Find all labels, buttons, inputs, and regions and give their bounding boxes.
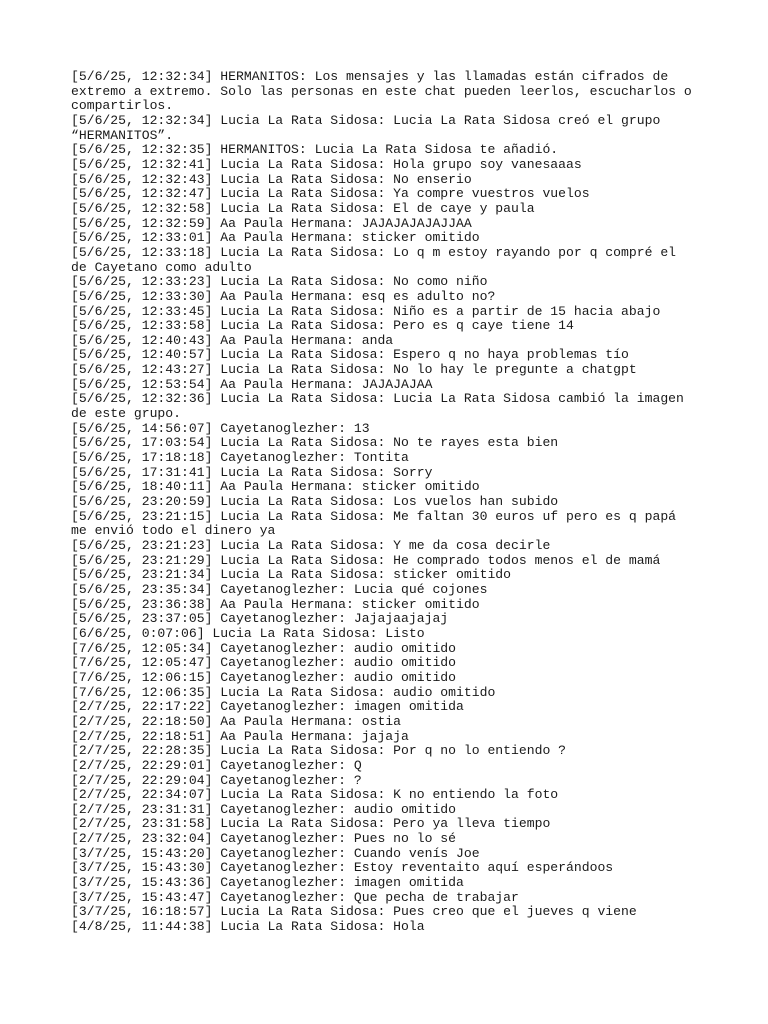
chat-line: [5/6/25, 12:32:43] Lucia La Rata Sidosa: No enserio	[71, 171, 472, 187]
chat-line: [7/6/25, 12:06:15] Cayetanoglezher: audio omitido	[71, 669, 457, 685]
chat-line: [2/7/25, 22:18:50] Aa Paula Hermana: ostia	[71, 713, 402, 729]
chat-line: [5/6/25, 12:40:57] Lucia La Rata Sidosa: Espero q no haya problemas tío	[71, 347, 629, 363]
chat-line: [5/6/25, 12:32:34] Lucia La Rata Sidosa: Lucia La Rata Sidosa creó el grupo “HERMANITOS”.	[71, 112, 669, 143]
chat-line: [5/6/25, 12:32:41] Lucia La Rata Sidosa: Hola grupo soy vanesaaas	[71, 156, 582, 172]
chat-line: [2/7/25, 22:28:35] Lucia La Rata Sidosa: Por q no lo entiendo ?	[71, 743, 567, 759]
chat-line: [5/6/25, 12:43:27] Lucia La Rata Sidosa: No lo hay le pregunte a chatgpt	[71, 362, 637, 378]
chat-line: [2/7/25, 23:32:04] Cayetanoglezher: Pues no lo sé	[71, 831, 457, 847]
chat-line: [5/6/25, 23:21:23] Lucia La Rata Sidosa: Y me da cosa decirle	[71, 538, 551, 553]
chat-line: [2/7/25, 22:17:22] Cayetanoglezher: imagen omitida	[71, 699, 464, 715]
chat-line: [3/7/25, 15:43:30] Cayetanoglezher: Estoy reventaito aquí esperándoos	[71, 860, 614, 876]
chat-line: [5/6/25, 12:32:58] Lucia La Rata Sidosa: El de caye y paula	[71, 200, 535, 216]
chat-line: [5/6/25, 17:03:54] Lucia La Rata Sidosa: No te rayes esta bien	[71, 435, 559, 451]
chat-line: [5/6/25, 23:21:34] Lucia La Rata Sidosa: sticker omitido	[71, 567, 512, 583]
chat-transcript	[71, 69, 700, 935]
chat-line: [2/7/25, 23:31:31] Cayetanoglezher: audio omitido	[71, 801, 457, 817]
chat-line: [5/6/25, 18:40:11] Aa Paula Hermana: sticker omitido	[71, 479, 480, 495]
chat-line: [3/7/25, 15:43:47] Cayetanoglezher: Que pecha de trabajar	[71, 889, 519, 905]
chat-line: [5/6/25, 23:21:15] Lucia La Rata Sidosa: Me faltan 30 euros uf pero es q papá me envió todo el dinero ya	[71, 508, 684, 539]
chat-line: [5/6/25, 23:20:59] Lucia La Rata Sidosa: Los vuelos han subido	[71, 494, 559, 510]
chat-line: [5/6/25, 23:37:05] Cayetanoglezher: Jajajaajajaj	[71, 611, 449, 627]
chat-line: [3/7/25, 15:43:36] Cayetanoglezher: imagen omitida	[71, 875, 464, 891]
chat-line: [5/6/25, 12:32:59] Aa Paula Hermana: JAJAJAJAJAJJAA	[71, 215, 472, 231]
chat-line: [5/6/25, 12:33:58] Lucia La Rata Sidosa: Pero es q caye tiene 14	[71, 318, 574, 334]
chat-line: [5/6/25, 12:32:34] HERMANITOS: Los mensajes y las llamadas están cifrados de extremo a extremo. Solo las personas en este chat pueden leerlos, escucharlos o compartirlos.	[71, 69, 700, 114]
chat-line: [7/6/25, 12:05:47] Cayetanoglezher: audio omitido	[71, 655, 457, 671]
chat-line: [5/6/25, 17:31:41] Lucia La Rata Sidosa: Sorry	[71, 464, 433, 480]
chat-line: [5/6/25, 12:40:43] Aa Paula Hermana: anda	[71, 332, 394, 348]
chat-line: [5/6/25, 17:18:18] Cayetanoglezher: Tontita	[71, 450, 409, 466]
chat-line: [5/6/25, 12:32:35] HERMANITOS: Lucia La Rata Sidosa te añadió.	[71, 142, 559, 158]
chat-line: [3/7/25, 15:43:20] Cayetanoglezher: Cuando venís Joe	[71, 845, 480, 861]
chat-line: [7/6/25, 12:06:35] Lucia La Rata Sidosa: audio omitido	[71, 684, 496, 700]
chat-line: [7/6/25, 12:05:34] Cayetanoglezher: audio omitido	[71, 640, 457, 656]
chat-line: [5/6/25, 12:33:45] Lucia La Rata Sidosa: Niño es a partir de 15 hacia abajo	[71, 303, 661, 319]
chat-line: [5/6/25, 12:33:30] Aa Paula Hermana: esq es adulto no?	[71, 288, 496, 304]
chat-line: [5/6/25, 12:33:01] Aa Paula Hermana: sticker omitido	[71, 230, 480, 246]
chat-line: [5/6/25, 23:21:29] Lucia La Rata Sidosa: He comprado todos menos el de mamá	[71, 552, 661, 568]
chat-line: [2/7/25, 22:29:01] Cayetanoglezher: Q	[71, 757, 362, 773]
chat-line: [5/6/25, 23:36:38] Aa Paula Hermana: sticker omitido	[71, 596, 480, 612]
chat-line: [2/7/25, 23:31:58] Lucia La Rata Sidosa: Pero ya lleva tiempo	[71, 816, 551, 832]
chat-line: [5/6/25, 12:33:23] Lucia La Rata Sidosa: No como niño	[71, 274, 488, 290]
chat-line: [5/6/25, 23:35:34] Cayetanoglezher: Lucia qué cojones	[71, 581, 488, 597]
chat-line: [5/6/25, 12:32:47] Lucia La Rata Sidosa: Ya compre vuestros vuelos	[71, 186, 590, 202]
chat-line: [4/8/25, 11:44:38] Lucia La Rata Sidosa: Hola	[71, 919, 425, 935]
chat-line: [3/7/25, 16:18:57] Lucia La Rata Sidosa: Pues creo que el jueves q viene	[71, 904, 637, 920]
chat-line: [5/6/25, 12:32:36] Lucia La Rata Sidosa: Lucia La Rata Sidosa cambió la imagen de este grupo.	[71, 391, 692, 422]
chat-line: [5/6/25, 14:56:07] Cayetanoglezher: 13	[71, 420, 370, 436]
chat-line: [6/6/25, 0:07:06] Lucia La Rata Sidosa: Listo	[71, 625, 425, 641]
chat-line: [5/6/25, 12:53:54] Aa Paula Hermana: JAJAJAJAA	[71, 376, 433, 392]
chat-line: [2/7/25, 22:29:04] Cayetanoglezher: ?	[71, 772, 362, 788]
chat-line: [5/6/25, 12:33:18] Lucia La Rata Sidosa: Lo q m estoy rayando por q compré el de Cayetano como adulto	[71, 244, 684, 275]
chat-line: [2/7/25, 22:34:07] Lucia La Rata Sidosa: K no entiendo la foto	[71, 787, 559, 803]
chat-line: [2/7/25, 22:18:51] Aa Paula Hermana: jajaja	[71, 728, 409, 744]
